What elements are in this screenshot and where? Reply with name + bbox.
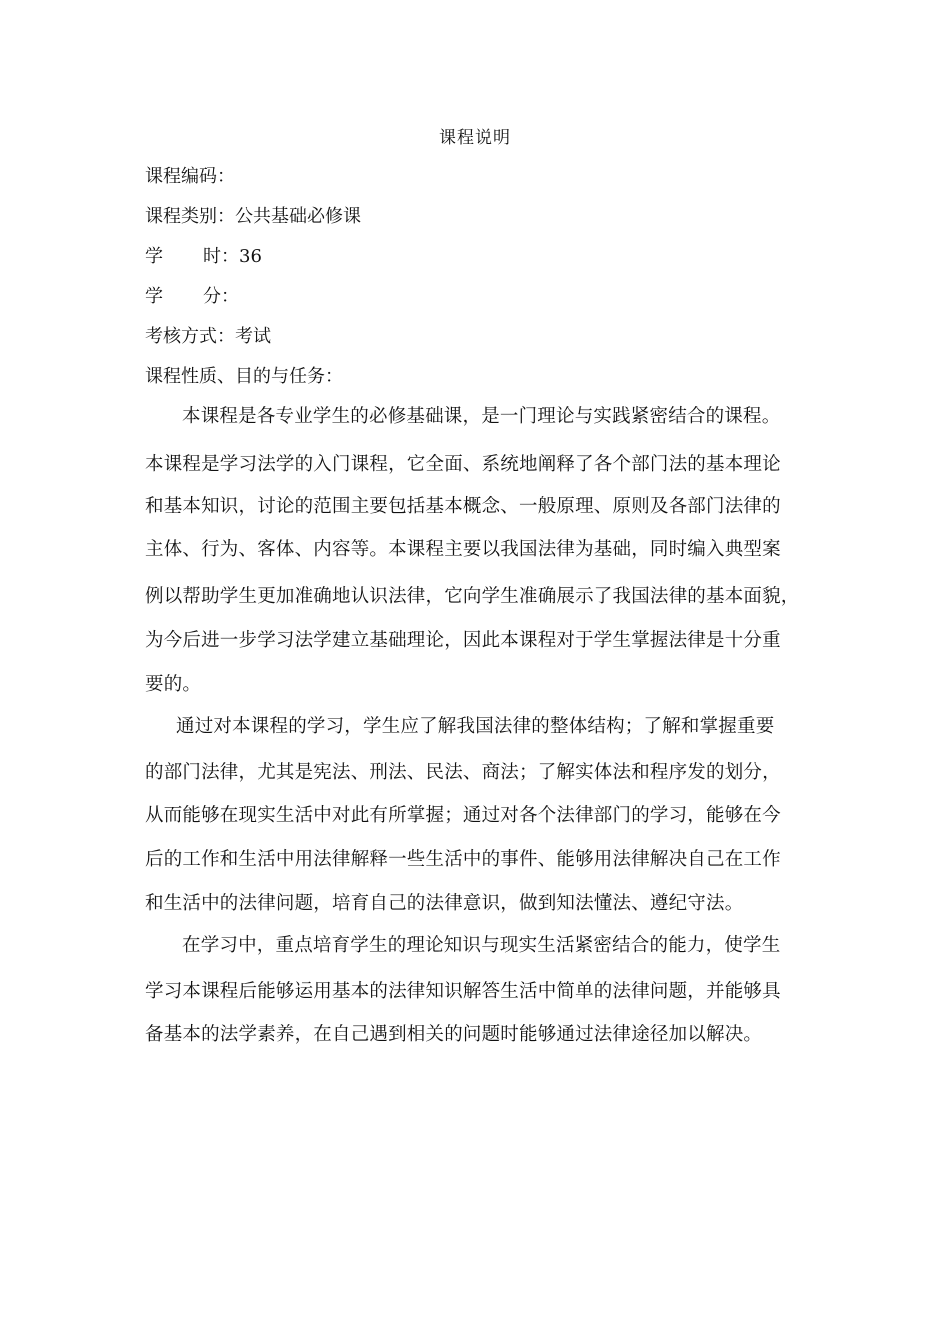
course-code-label: 课程编码： — [145, 166, 235, 187]
course-nature-label: 课程性质、目的与任务： — [145, 366, 343, 387]
document-title: 课程说明 — [439, 128, 511, 148]
course-code-field — [145, 164, 235, 190]
assessment-field — [145, 324, 271, 350]
paragraph-3-line-1: 在学习中，重点培育学生的理论知识与现实生活紧密结合的能力，使学生 — [182, 935, 781, 956]
paragraph-2-line-2: 的部门法律，尤其是宪法、刑法、民法、商法；了解实体法和程序发的划分， — [145, 762, 781, 783]
paragraph-1-line-4: 主体、行为、客体、内容等。本课程主要以我国法律为基础，同时编入典型案 — [145, 539, 781, 560]
paragraph-3-line-2: 学习本课程后能够运用基本的法律知识解答生活中简单的法律问题，并能够具 — [145, 981, 781, 1002]
paragraph-2-line-4: 后的工作和生活中用法律解释一些生活中的事件、能够用法律解决自己在工作 — [145, 849, 781, 870]
course-nature-heading — [145, 364, 343, 390]
course-hours-label-first: 学 — [145, 246, 163, 267]
paragraph-2-line-1: 通过对本课程的学习，学生应了解我国法律的整体结构；了解和掌握重要 — [176, 716, 775, 737]
course-category-label: 课程类别： — [145, 206, 235, 227]
course-credits-field — [145, 284, 239, 310]
course-category-value: 公共基础必修课 — [235, 206, 361, 227]
paragraph-1-line-1: 本课程是各专业学生的必修基础课，是一门理论与实践紧密结合的课程。 — [182, 406, 781, 427]
course-category-field — [145, 204, 361, 230]
course-credits-label-first: 学 — [145, 286, 163, 307]
course-hours-field — [145, 244, 262, 270]
paragraph-1-line-3: 和基本知识，讨论的范围主要包括基本概念、一般原理、原则及各部门法律的 — [145, 496, 781, 517]
paragraph-1-line-6: 为今后进一步学习法学建立基础理论，因此本课程对于学生掌握法律是十分重 — [145, 630, 781, 651]
assessment-label: 考核方式： — [145, 326, 235, 347]
paragraph-2-line-3: 从而能够在现实生活中对此有所掌握；通过对各个法律部门的学习，能够在今 — [145, 805, 781, 826]
course-hours-label-second: 时： — [203, 246, 239, 267]
paragraph-2-line-5: 和生活中的法律问题，培育自己的法律意识，做到知法懂法、遵纪守法。 — [145, 893, 744, 914]
assessment-value: 考试 — [235, 326, 271, 347]
paragraph-1-line-2: 本课程是学习法学的入门课程，它全面、系统地阐释了各个部门法的基本理论 — [145, 454, 781, 475]
paragraph-1-line-7: 要的。 — [145, 674, 202, 695]
course-hours-value: 36 — [239, 246, 262, 267]
course-credits-label-second: 分： — [203, 286, 239, 307]
paragraph-3-line-3: 备基本的法学素养，在自己遇到相关的问题时能够通过法律途径加以解决。 — [145, 1024, 763, 1045]
paragraph-1-line-5: 例以帮助学生更加准确地认识法律，它向学生准确展示了我国法律的基本面貌， — [145, 586, 800, 607]
